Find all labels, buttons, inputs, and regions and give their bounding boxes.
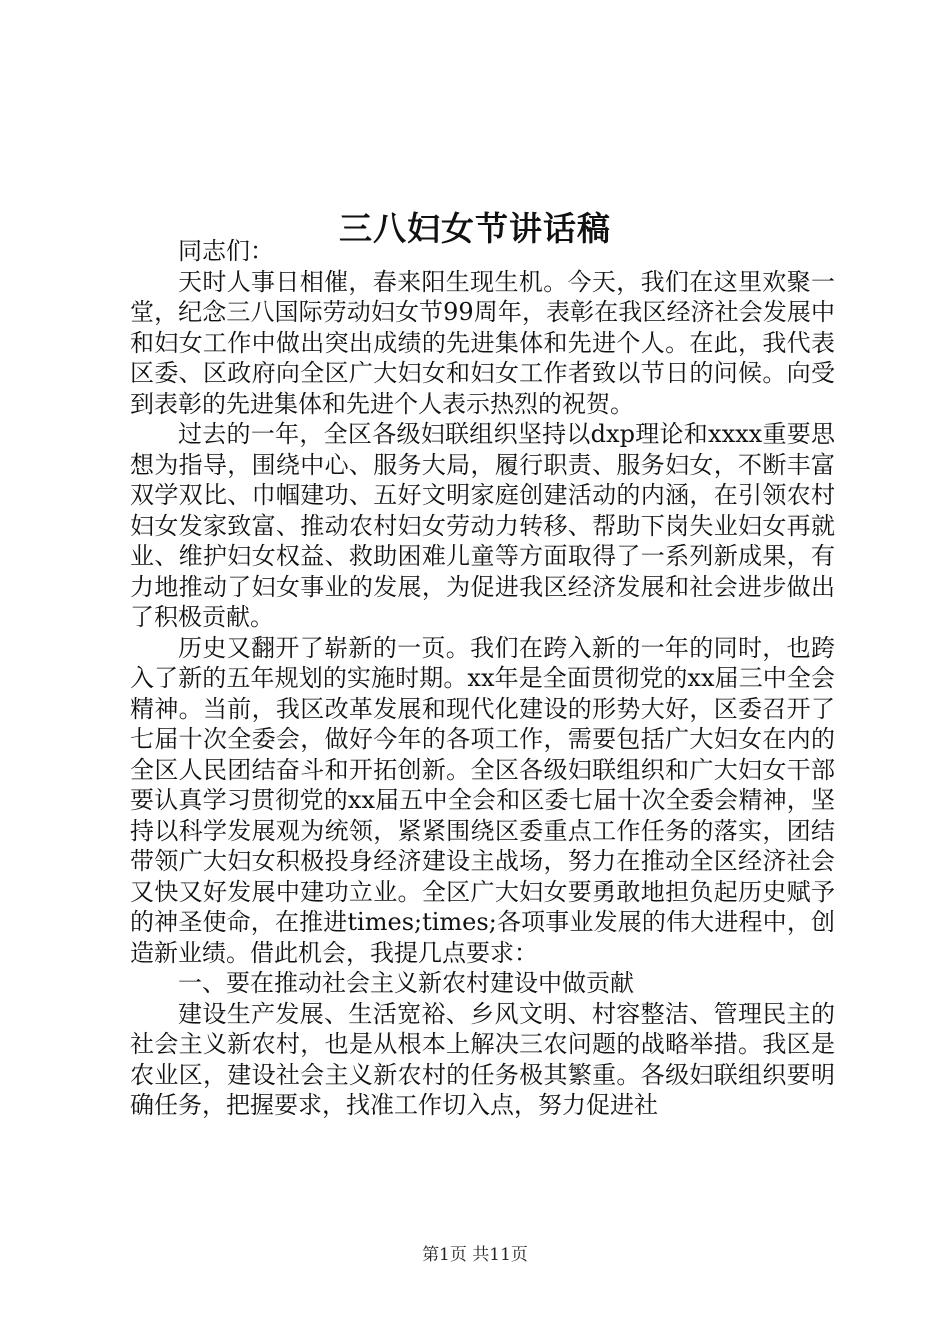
document-body	[130, 236, 835, 1121]
paragraph-opening: 天时人事日相催，春来阳生现生机。今天，我们在这里欢聚一堂，纪念三八国际劳动妇女节99周年，表彰在我区经济社会发展中和妇女工作中做出突出成绩的先进集体和先进个人。在此，我代表区委、区政府向全区广大妇女和妇女工作者致以节日的问候。向受到表彰的先进集体和先进个人表示热烈的祝贺。	[130, 267, 835, 418]
document-title: 三八妇女节讲话稿	[339, 209, 611, 249]
salutation: 同志们：	[178, 237, 274, 265]
section-heading-1: 一、要在推动社会主义新农村建设中做贡献	[178, 969, 634, 997]
page-footer: 第1页 共11页	[422, 1245, 528, 1265]
paragraph-history: 历史又翻开了崭新的一页。我们在跨入新的一年的同时，也跨入了新的五年规划的实施时期。xx年是全面贯彻党的xx届三中全会精神。当前，我区改革发展和现代化建设的形势大好，区委召开了七届十次全委会，做好今年的各项工作，需要包括广大妇女在内的全区人民团结奋斗和开拓创新。全区各级妇联组织和广大妇女干部要认真学习贯彻党的xx届五中全会和区委七届十次全委会精神，坚持以科学发展观为统领，紧紧围绕区委重点工作任务的落实，团结带领广大妇女积极投身经济建设主战场，努力在推动全区经济社会又快又好发展中建功立业。全区广大妇女要勇敢地担负起历史赋予的神圣使命，在推进times;times;各项事业发展的伟大进程中，创造新业绩。借此机会，我提几点要求：	[130, 633, 835, 967]
paragraph-new-village: 建设生产发展、生活宽裕、乡风文明、村容整洁、管理民主的社会主义新农村，也是从根本上解决三农问题的战略举措。我区是农业区，建设社会主义新农村的任务极其繁重。各级妇联组织要明确任务，把握要求，找准工作切入点，努力促进社	[130, 999, 835, 1119]
paragraph-past-year: 过去的一年，全区各级妇联组织坚持以dxp理论和xxxx重要思想为指导，围绕中心、服务大局，履行职责、服务妇女，不断丰富双学双比、巾帼建功、五好文明家庭创建活动的内涵，在引领农村妇女发家致富、推动农村妇女劳动力转移、帮助下岗失业妇女再就业、维护妇女权益、救助困难儿童等方面取得了一系列新成果，有力地推动了妇女事业的发展，为促进我区经济发展和社会进步做出了积极贡献。	[130, 420, 835, 631]
